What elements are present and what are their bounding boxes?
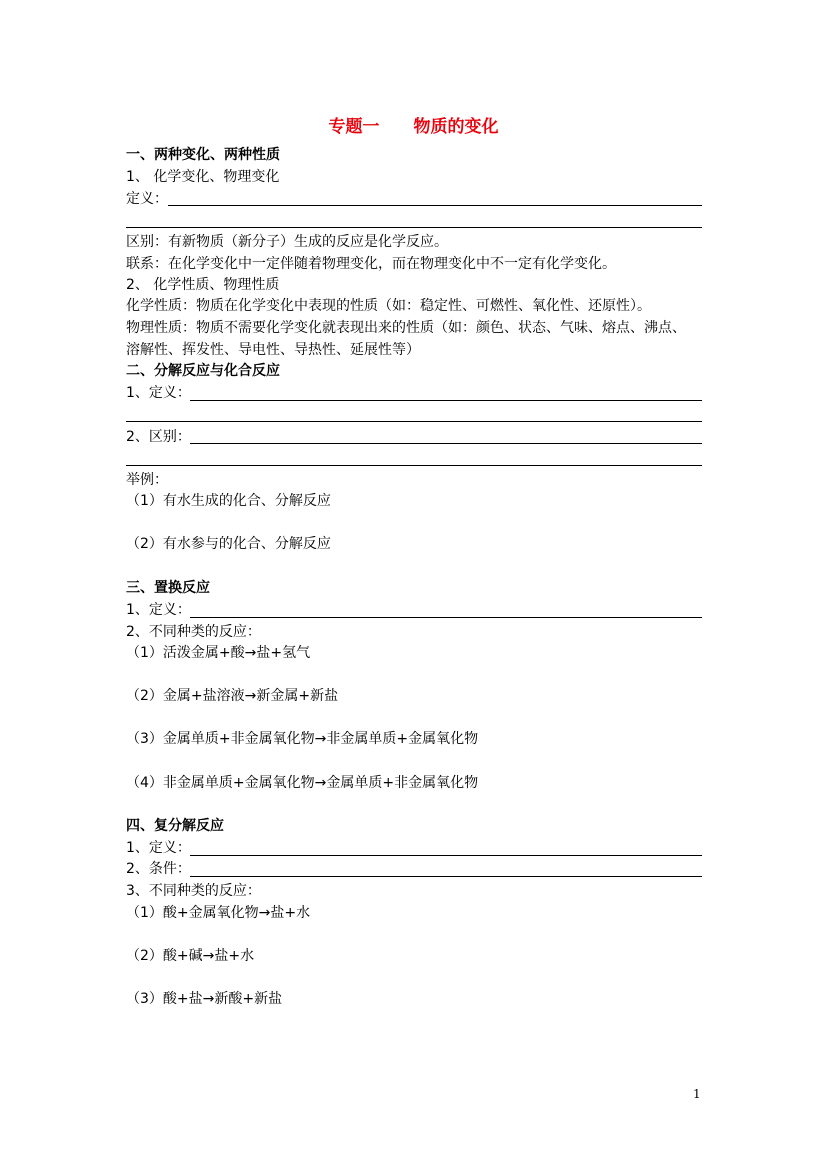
s2-example-2: （2）有水参与的化合、分解反应: [126, 536, 331, 552]
s1-chemical-property: 化学性质：物质在化学变化中表现的性质（如：稳定性、可燃性、氧化性、还原性）。: [126, 298, 651, 314]
s1-definition-label: 定义：: [126, 191, 168, 207]
s1-difference: 区别：有新物质（新分子）生成的反应是化学反应。: [126, 234, 448, 250]
s1-physical-property-2: 溶解性、挥发性、导电性、导热性、延展性等）: [126, 342, 420, 358]
s4-reaction-3: （3）酸+盐→新酸+新盐: [126, 991, 283, 1007]
s4-condition-blank: [190, 876, 702, 877]
s1-definition-blank-1: [168, 205, 702, 206]
s1-definition-blank-2: [126, 227, 702, 228]
s4-reaction-1: （1）酸+金属氧化物→盐+水: [126, 905, 311, 921]
title-part-2: 物质的变化: [413, 117, 499, 137]
s2-definition-label: 1、定义：: [126, 385, 191, 401]
section-2-heading: 二、分解反应与化合反应: [126, 363, 280, 379]
s2-difference-blank-2: [126, 465, 702, 466]
s1-item-1: 1、 化学变化、物理变化: [126, 169, 280, 185]
section-3-heading: 三、置换反应: [126, 580, 210, 596]
s1-physical-property-1: 物理性质：物质不需要化学变化就表现出来的性质（如：颜色、状态、气味、熔点、沸点、: [126, 320, 686, 336]
s1-relation: 联系：在化学变化中一定伴随着物理变化，而在物理变化中不一定有化学变化。: [126, 256, 616, 272]
s3-definition-blank: [190, 617, 702, 618]
page-title: [0, 112, 827, 137]
section-4-heading: 四、复分解反应: [126, 818, 224, 834]
title-part-1: 专题一: [328, 117, 380, 137]
s2-example-label: 举例：: [126, 472, 168, 488]
s3-reaction-2: （2）金属+盐溶液→新金属+新盐: [126, 688, 339, 704]
s4-definition-label: 1、定义：: [126, 840, 191, 856]
page-number: 1: [693, 1087, 701, 1101]
s4-reaction-2: （2）酸+碱→盐+水: [126, 948, 255, 964]
s3-reaction-4: （4）非金属单质+金属氧化物→金属单质+非金属氧化物: [126, 775, 479, 791]
s4-definition-blank: [190, 855, 702, 856]
s4-types-label: 3、不同种类的反应：: [126, 883, 261, 899]
s2-difference-blank-1: [190, 443, 702, 444]
s1-item-2: 2、 化学性质、物理性质: [126, 277, 280, 293]
s2-example-1: （1）有水生成的化合、分解反应: [126, 493, 331, 509]
s2-definition-blank-1: [190, 400, 702, 401]
s4-condition-label: 2、条件：: [126, 861, 191, 877]
s3-definition-label: 1、定义：: [126, 602, 191, 618]
s2-difference-label: 2、区别：: [126, 429, 191, 445]
s3-reaction-1: （1）活泼金属+酸→盐+氢气: [126, 645, 311, 661]
s3-reaction-3: （3）金属单质+非金属氧化物→非金属单质+金属氧化物: [126, 731, 479, 747]
s3-types-label: 2、不同种类的反应：: [126, 624, 261, 640]
section-1-heading: 一、两种变化、两种性质: [126, 147, 280, 163]
s2-definition-blank-2: [126, 421, 702, 422]
